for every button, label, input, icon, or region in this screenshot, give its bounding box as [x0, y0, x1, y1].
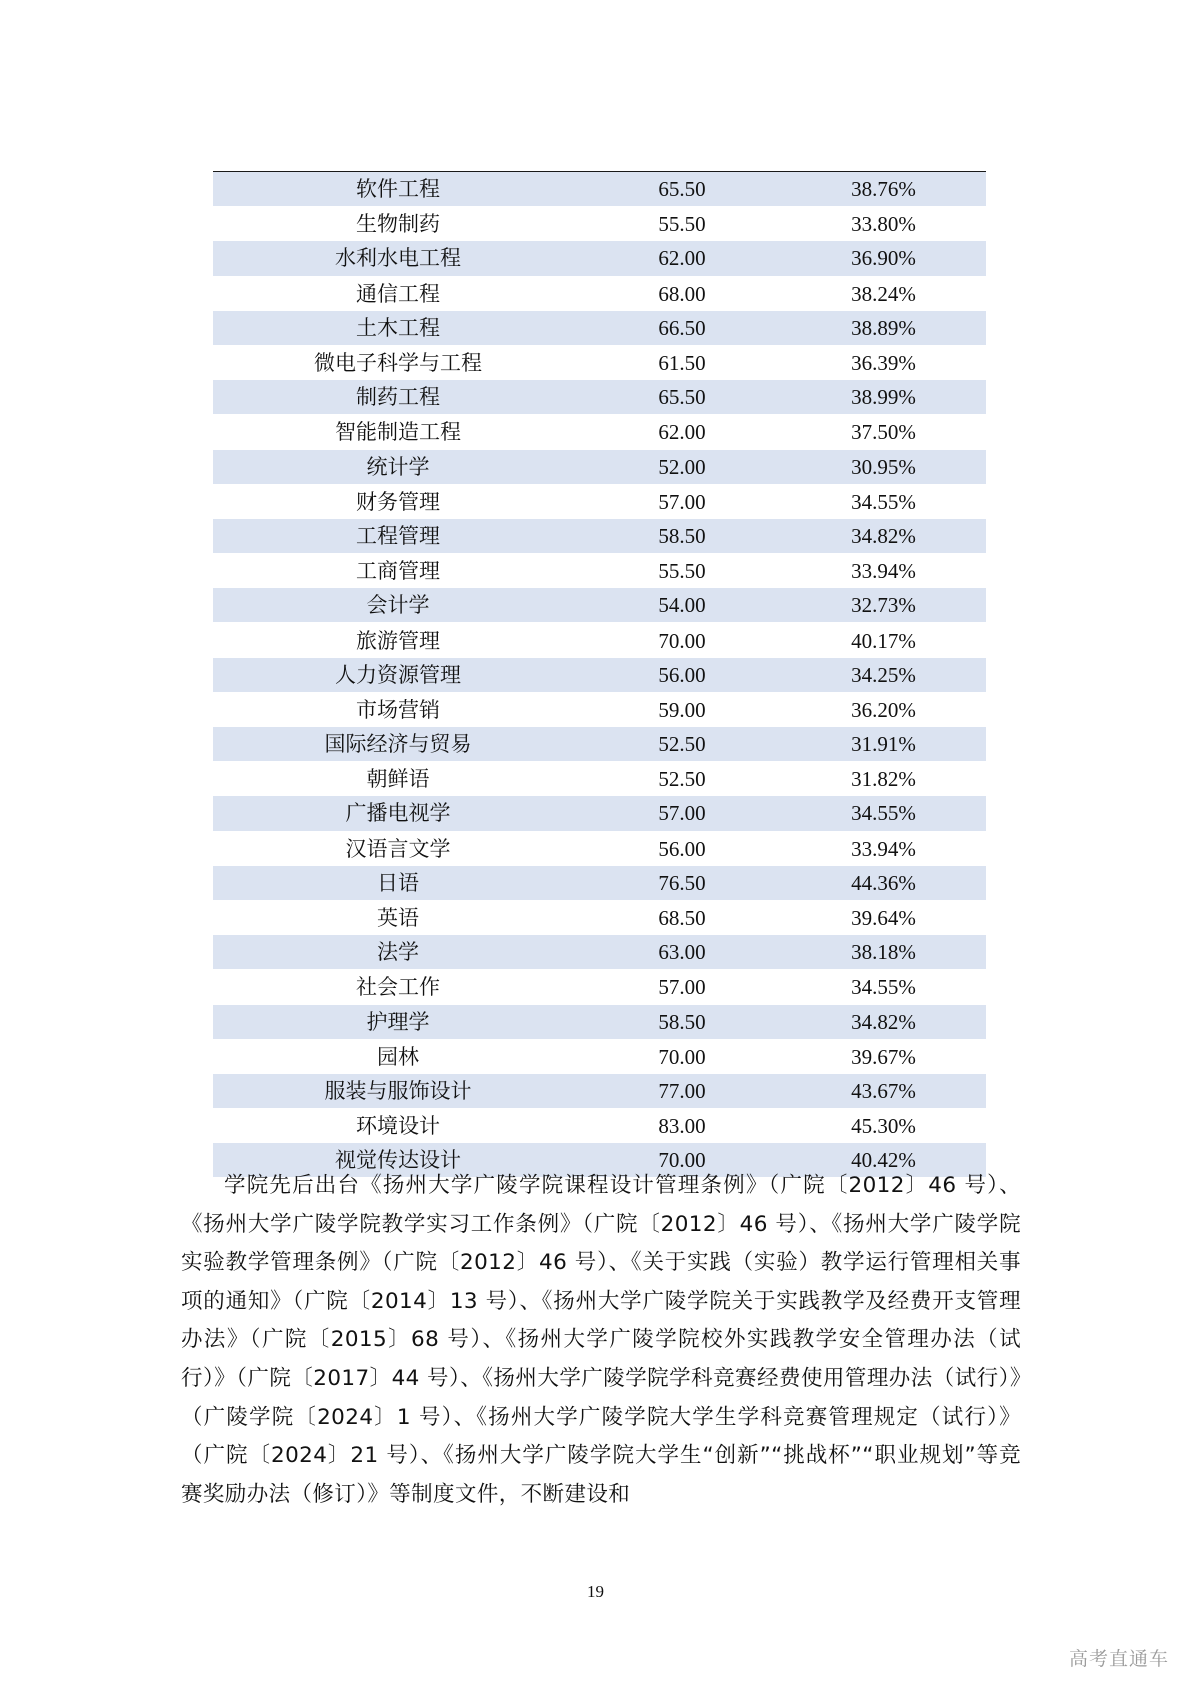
ratio-cell: 37.50%: [851, 420, 916, 445]
table-row: [213, 519, 986, 554]
table-row: [213, 796, 986, 831]
ratio-cell: 32.73%: [781, 588, 986, 623]
ratio-cell: 40.42%: [781, 1143, 986, 1178]
table-row: [213, 970, 986, 1005]
major-cell: 会计学: [213, 588, 583, 623]
major-cell: 园林: [377, 1044, 419, 1069]
table-row: [213, 866, 986, 901]
major-cell: 市场营销: [356, 697, 440, 722]
score-cell: 83.00: [658, 1114, 706, 1139]
score-cell: 55.50: [658, 559, 706, 584]
ratio-cell: 34.25%: [781, 658, 986, 693]
ratio-cell: 33.80%: [851, 212, 916, 237]
ratio-cell: 38.76%: [781, 172, 986, 207]
major-cell: 视觉传达设计: [213, 1143, 583, 1178]
major-cell: 生物制药: [356, 212, 440, 237]
table-row: [213, 935, 986, 970]
score-cell: 70.00: [658, 628, 706, 653]
page-number: 19: [587, 1582, 604, 1601]
table-row: [213, 311, 986, 346]
score-cell: 57.00: [658, 489, 706, 514]
table-row: [213, 276, 986, 311]
ratio-cell: 34.82%: [781, 519, 986, 554]
ratio-cell: 30.95%: [781, 450, 986, 485]
ratio-cell: 36.39%: [851, 351, 916, 376]
score-cell: 63.00: [583, 935, 781, 970]
major-statistics-table: [213, 171, 986, 1178]
watermark-text: 高考直通车: [1068, 1648, 1169, 1670]
table-row: [213, 484, 986, 519]
body-paragraph: 学院先后出台《扬州大学广陵学院课程设计管理条例》（广院〔2012〕46 号）、《扬州大学广陵学院教学实习工作条例》（广院〔2012〕46 号）、《扬州大学广陵学院实验教学管理条例》（广院〔2012〕46 号）、《关于实践（实验）教学运行管理相关事项的通知》（广院〔2014〕13 号）、《扬州大学广陵学院关于实践教学及经费开支管理办法》（广院〔2015〕68 号）、《扬州大学广陵学院校外实践教学安全管理办法（试行）》（广院〔2017〕44 号）、《扬州大学广陵学院学科竞赛经费使用管理办法（试行）》（广陵学院〔2024〕1 号）、《扬州大学广陵学院大学生学科竞赛管理规定（试行）》（广院〔2024〕21 号）、《扬州大学广陵学院大学生“创新”“挑战杯”“职业规划”等竞赛奖励办法（修订）》等制度文件，不断建设和: [181, 1173, 1021, 1507]
score-cell: 57.00: [658, 975, 706, 1000]
score-cell: 65.50: [583, 172, 781, 207]
score-cell: 58.50: [583, 1005, 781, 1040]
ratio-cell: 38.99%: [781, 380, 986, 415]
table-row: [213, 554, 986, 589]
table-row: [213, 900, 986, 935]
table-row: [213, 762, 986, 797]
statistics-table-container: [213, 171, 986, 1178]
ratio-cell: 33.94%: [851, 836, 916, 861]
score-cell: 76.50: [583, 866, 781, 901]
table-row: [213, 1109, 986, 1144]
score-cell: 70.00: [583, 1143, 781, 1178]
score-cell: 68.50: [658, 906, 706, 931]
table-row: [213, 207, 986, 242]
ratio-cell: 40.17%: [851, 628, 916, 653]
major-cell: 社会工作: [356, 975, 440, 1000]
major-cell: 护理学: [213, 1005, 583, 1040]
score-cell: 68.00: [658, 281, 706, 306]
major-cell: 微电子科学与工程: [314, 351, 482, 376]
ratio-cell: 43.67%: [781, 1074, 986, 1109]
table-row: [213, 831, 986, 866]
ratio-cell: 34.55%: [851, 489, 916, 514]
table-row: [213, 1074, 986, 1109]
table-row: [213, 1039, 986, 1074]
ratio-cell: 45.30%: [851, 1114, 916, 1139]
ratio-cell: 39.67%: [851, 1044, 916, 1069]
major-cell: 环境设计: [356, 1114, 440, 1139]
major-cell: 统计学: [213, 450, 583, 485]
score-cell: 58.50: [583, 519, 781, 554]
score-cell: 59.00: [658, 697, 706, 722]
table-row: [213, 172, 986, 207]
major-cell: 服装与服饰设计: [213, 1074, 583, 1109]
major-cell: 日语: [213, 866, 583, 901]
ratio-cell: 34.55%: [781, 796, 986, 831]
major-cell: 法学: [213, 935, 583, 970]
ratio-cell: 39.64%: [851, 906, 916, 931]
table-row: [213, 588, 986, 623]
ratio-cell: 34.82%: [781, 1005, 986, 1040]
score-cell: 62.00: [583, 241, 781, 276]
score-cell: 52.00: [583, 450, 781, 485]
ratio-cell: 38.89%: [781, 311, 986, 346]
major-cell: 工程管理: [213, 519, 583, 554]
score-cell: 66.50: [583, 311, 781, 346]
major-cell: 人力资源管理: [213, 658, 583, 693]
major-cell: 财务管理: [356, 489, 440, 514]
major-cell: 制药工程: [213, 380, 583, 415]
score-cell: 62.00: [658, 420, 706, 445]
table-row: [213, 623, 986, 658]
ratio-cell: 34.55%: [851, 975, 916, 1000]
score-cell: 56.00: [583, 658, 781, 693]
major-cell: 工商管理: [356, 559, 440, 584]
score-cell: 70.00: [658, 1044, 706, 1069]
major-cell: 英语: [377, 906, 419, 931]
major-cell: 智能制造工程: [335, 420, 461, 445]
table-row: [213, 1005, 986, 1040]
score-cell: 65.50: [583, 380, 781, 415]
ratio-cell: 31.82%: [851, 767, 916, 792]
table-row: [213, 692, 986, 727]
table-row: [213, 241, 986, 276]
major-cell: 国际经济与贸易: [213, 727, 583, 762]
ratio-cell: 31.91%: [781, 727, 986, 762]
ratio-cell: 33.94%: [851, 559, 916, 584]
score-cell: 52.50: [658, 767, 706, 792]
table-row: [213, 345, 986, 380]
score-cell: 55.50: [658, 212, 706, 237]
table-row: [213, 658, 986, 693]
table-row: [213, 727, 986, 762]
major-cell: 汉语言文学: [345, 836, 451, 861]
major-cell: 旅游管理: [356, 628, 440, 653]
ratio-cell: 44.36%: [781, 866, 986, 901]
major-cell: 软件工程: [213, 172, 583, 207]
ratio-cell: 38.24%: [851, 281, 916, 306]
major-cell: 广播电视学: [213, 796, 583, 831]
score-cell: 77.00: [583, 1074, 781, 1109]
ratio-cell: 36.90%: [781, 241, 986, 276]
major-cell: 土木工程: [213, 311, 583, 346]
table-row: [213, 450, 986, 485]
score-cell: 61.50: [658, 351, 706, 376]
ratio-cell: 36.20%: [851, 697, 916, 722]
table-body: [213, 172, 986, 1178]
major-cell: 水利水电工程: [213, 241, 583, 276]
major-cell: 通信工程: [356, 281, 440, 306]
score-cell: 56.00: [658, 836, 706, 861]
major-cell: 朝鲜语: [366, 767, 430, 792]
score-cell: 54.00: [583, 588, 781, 623]
score-cell: 52.50: [583, 727, 781, 762]
ratio-cell: 38.18%: [781, 935, 986, 970]
table-row: [213, 415, 986, 450]
score-cell: 57.00: [583, 796, 781, 831]
table-row: [213, 380, 986, 415]
